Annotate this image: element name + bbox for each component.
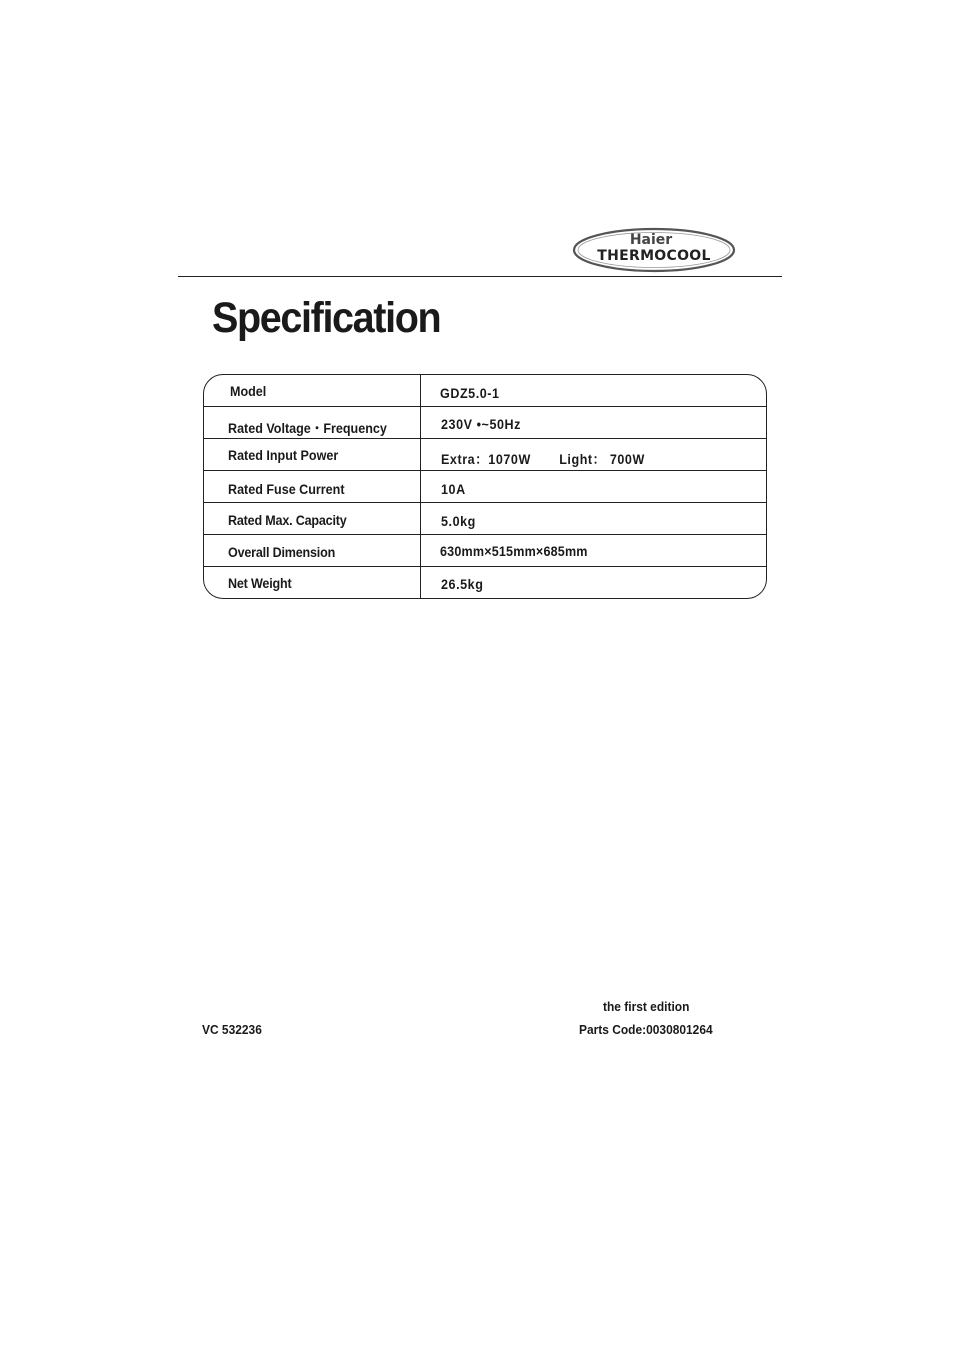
row-divider <box>204 502 766 503</box>
spec-value-overall-dimension: 630mm×515mm×685mm <box>440 544 588 559</box>
column-divider <box>420 375 421 598</box>
spec-value-net-weight: 26.5kg <box>441 577 484 592</box>
brand-name-line2: THERMOCOOL <box>597 248 711 264</box>
row-divider <box>204 566 766 567</box>
brand-logo-graphic <box>571 225 737 275</box>
spec-label-net-weight: Net Weight <box>228 576 292 591</box>
spec-value-voltage-frequency: 230V •~50Hz <box>441 417 521 432</box>
spec-table <box>203 374 767 599</box>
brand-name-line1: Haier <box>629 232 673 248</box>
spec-label-model: Model <box>230 384 267 399</box>
edition-note: the first edition <box>603 999 690 1014</box>
spec-value-fuse-current: 10A <box>441 482 466 497</box>
page-title: Specification <box>212 294 441 342</box>
spec-label-max-capacity: Rated Max. Capacity <box>228 513 347 528</box>
row-divider <box>204 438 766 439</box>
row-divider <box>204 406 766 407</box>
brand-logo <box>571 225 737 275</box>
spec-value-max-capacity: 5.0kg <box>441 514 476 529</box>
spec-label-fuse-current: Rated Fuse Current <box>228 482 345 497</box>
spec-label-overall-dimension: Overall Dimension <box>228 545 336 560</box>
spec-value-model: GDZ5.0-1 <box>440 386 500 401</box>
parts-code: Parts Code:0030801264 <box>579 1022 713 1037</box>
row-divider <box>204 470 766 471</box>
document-code: VC 532236 <box>202 1022 262 1037</box>
header-rule <box>178 276 782 277</box>
spec-label-input-power: Rated Input Power <box>228 448 339 463</box>
spec-value-input-power: Extra：1070W Light： 700W <box>441 452 645 467</box>
spec-label-voltage-frequency: Rated Voltage・Frequency <box>228 421 387 436</box>
row-divider <box>204 534 766 535</box>
